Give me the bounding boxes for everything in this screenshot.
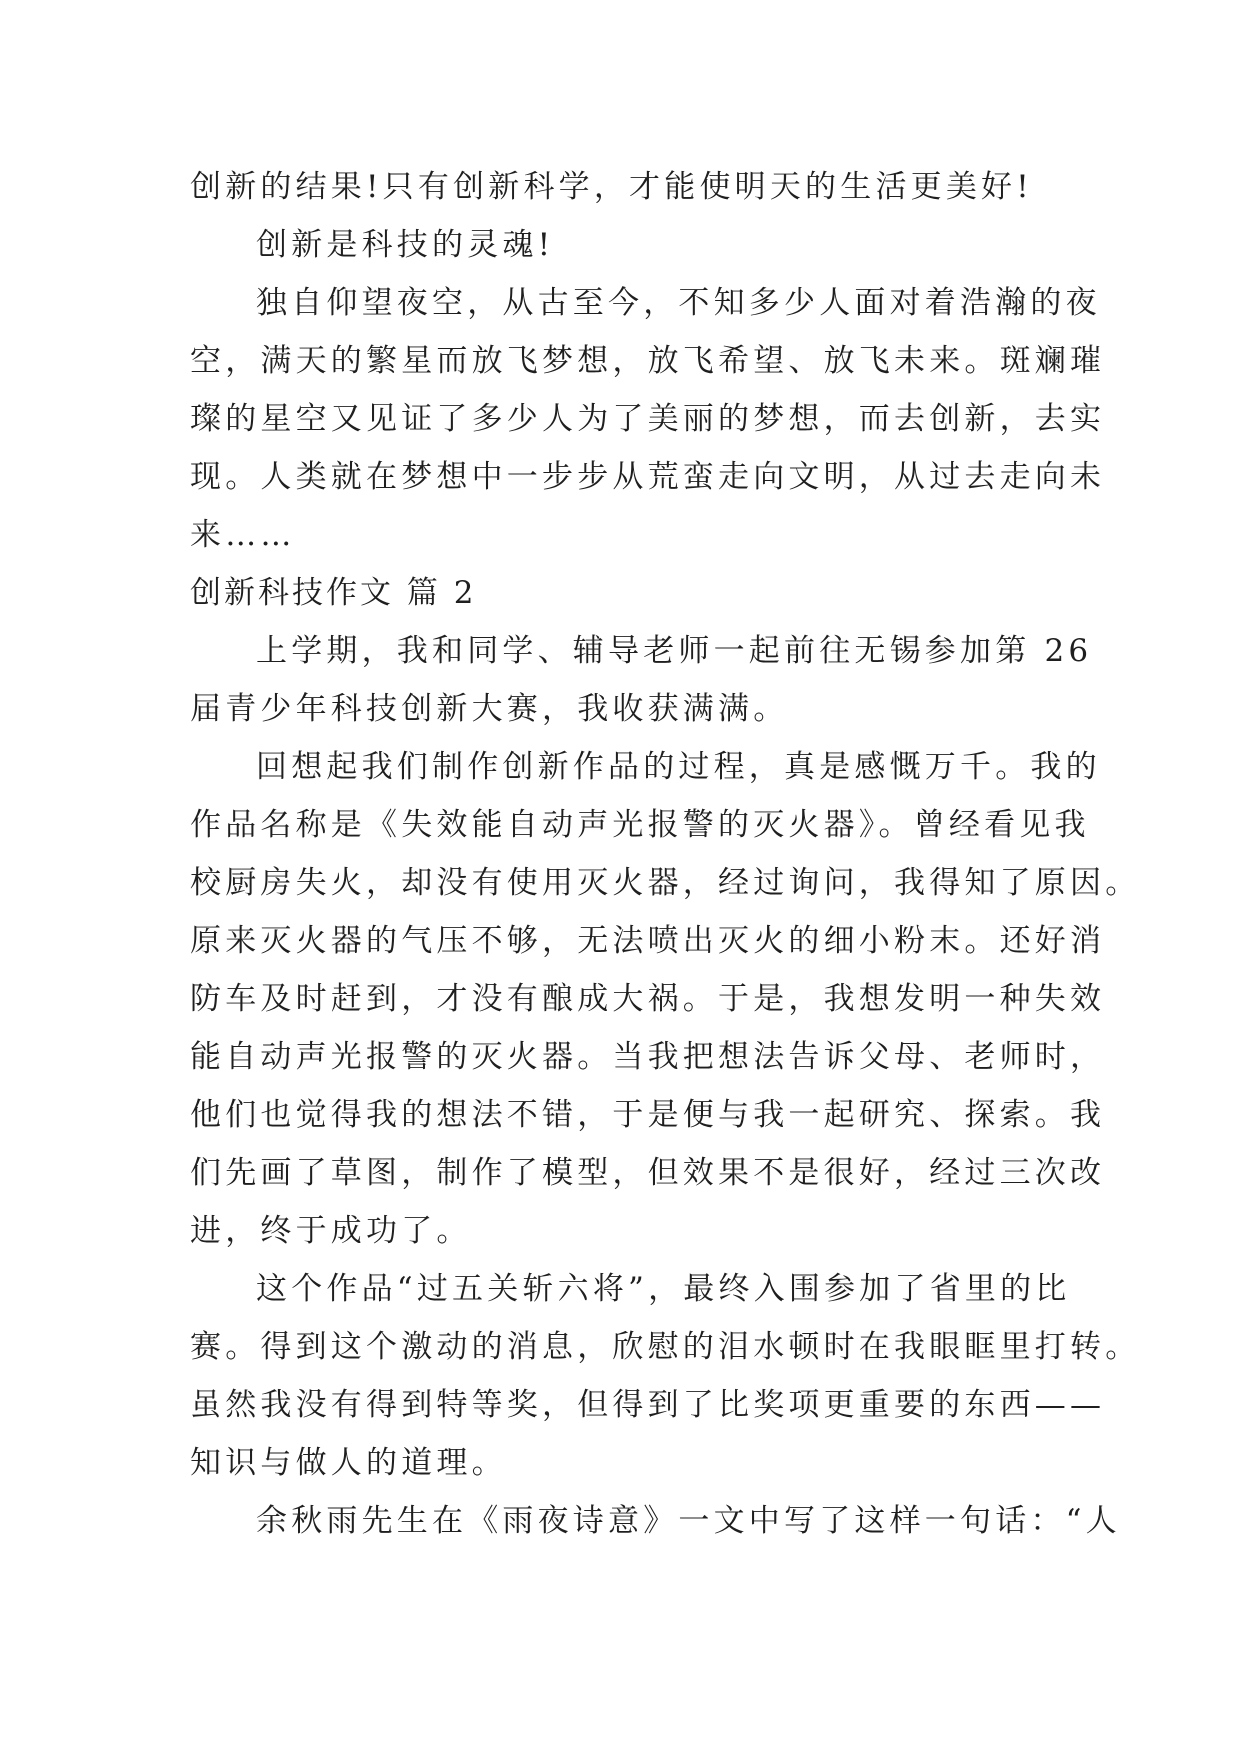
text-line: 们先画了草图，制作了模型，但效果不是很好，经过三次改 — [190, 1155, 1106, 1191]
text-line: 创新的结果!只有创新科学，才能使明天的生活更美好! — [190, 169, 1033, 205]
text-line: 校厨房失火，却没有使用灭火器，经过询问，我得知了原因。 — [190, 865, 1141, 901]
text-line: 能自动声光报警的灭火器。当我把想法告诉父母、老师时， — [190, 1039, 1106, 1075]
text-line: 回想起我们制作创新作品的过程，真是感慨万千。我的 — [256, 749, 1101, 785]
text-line: 虽然我没有得到特等奖，但得到了比奖项更重要的东西—— — [190, 1387, 1106, 1423]
text-line: 他们也觉得我的想法不错，于是便与我一起研究、探索。我 — [190, 1097, 1106, 1133]
text-line: 来…… — [190, 517, 296, 553]
text-line: 进，终于成功了。 — [190, 1213, 472, 1249]
text-line: 原来灭火器的气压不够，无法喷出灭火的细小粉末。还好消 — [190, 923, 1106, 959]
text-line: 这个作品“过五关斩六将”，最终入围参加了省里的比 — [256, 1271, 1071, 1307]
text-line: 作品名称是《失效能自动声光报警的灭火器》。曾经看见我 — [190, 807, 1090, 843]
text-line: 赛。得到这个激动的消息，欣慰的泪水顿时在我眼眶里打转。 — [190, 1329, 1141, 1365]
text-line: 届青少年科技创新大赛，我收获满满。 — [190, 691, 789, 727]
text-line: 知识与做人的道理。 — [190, 1445, 507, 1481]
text-line: 余秋雨先生在《雨夜诗意》一文中写了这样一句话：“人 — [256, 1503, 1121, 1539]
text-line: 防车及时赶到，才没有酿成大祸。于是，我想发明一种失效 — [190, 981, 1106, 1017]
section-heading: 创新科技作文 篇 2 — [190, 575, 477, 611]
text-line: 独自仰望夜空，从古至今，不知多少人面对着浩瀚的夜 — [256, 285, 1101, 321]
text-line: 现。人类就在梦想中一步步从荒蛮走向文明，从过去走向未 — [190, 459, 1106, 495]
article-body — [190, 158, 1141, 1550]
text-line: 璨的星空又见证了多少人为了美丽的梦想，而去创新，去实 — [190, 401, 1106, 437]
text-line: 创新是科技的灵魂! — [256, 227, 555, 263]
text-line: 上学期，我和同学、辅导老师一起前往无锡参加第 26 — [256, 633, 1093, 669]
text-line: 空，满天的繁星而放飞梦想，放飞希望、放飞未来。斑斓璀 — [190, 343, 1106, 379]
